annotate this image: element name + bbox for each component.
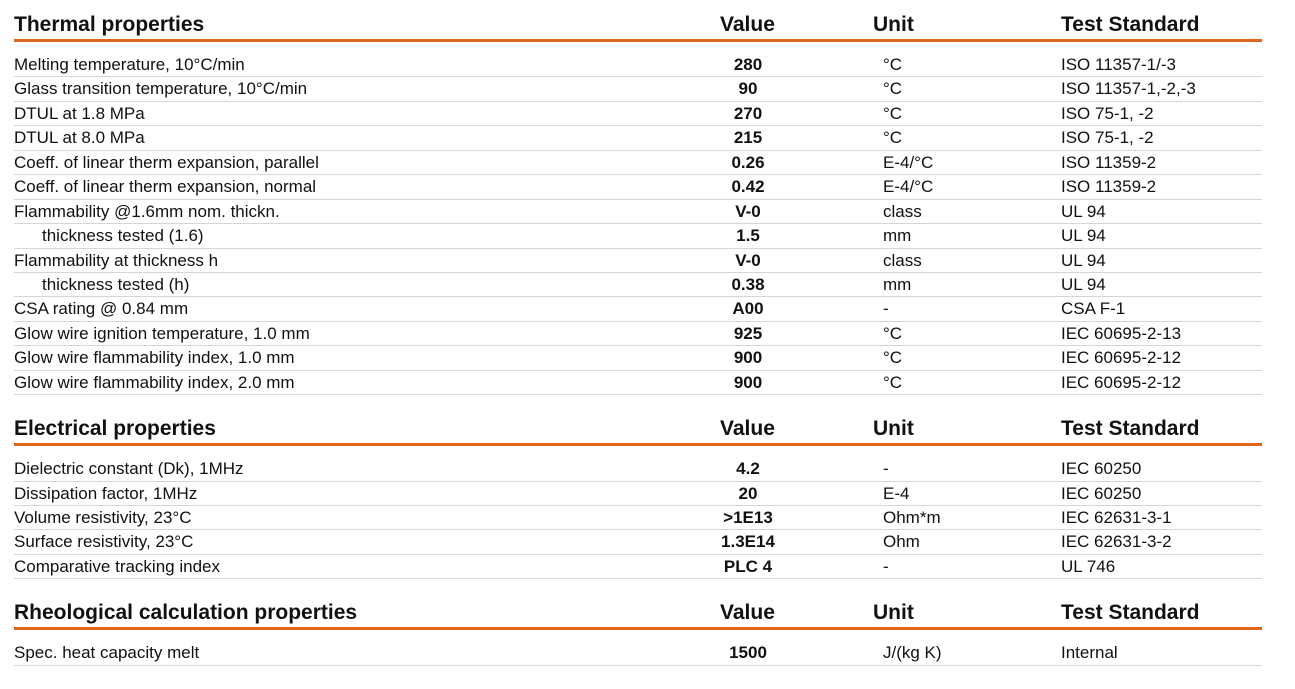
property-unit: class (883, 250, 922, 270)
section-rheological-calculation-properties (14, 588, 1262, 665)
property-name: Flammability at thickness h (14, 250, 219, 270)
property-value: 1500 (729, 643, 767, 663)
test-standard: ISO 75-1, -2 (1061, 128, 1154, 148)
test-standard: ISO 11359-2 (1061, 177, 1157, 197)
property-rows (14, 53, 1262, 395)
table-row (14, 641, 1262, 665)
test-standard: UL 94 (1061, 226, 1106, 246)
section-title: Thermal properties (14, 13, 205, 36)
property-value: 900 (733, 372, 763, 392)
table-row (14, 126, 1262, 150)
table-row (14, 297, 1262, 321)
property-value: 1.5 (736, 226, 760, 246)
test-standard: UL 94 (1061, 274, 1106, 294)
table-row (14, 200, 1262, 224)
property-name: Glass transition temperature, 10°C/min (14, 79, 308, 99)
property-name: Coeff. of linear therm expansion, normal (14, 177, 317, 197)
test-standard: ISO 75-1, -2 (1061, 103, 1154, 123)
property-value: PLC 4 (723, 556, 773, 576)
test-standard: IEC 60250 (1061, 483, 1142, 503)
section-thermal-properties (14, 0, 1262, 395)
property-name: Surface resistivity, 23°C (14, 532, 194, 552)
property-name: DTUL at 1.8 MPa (14, 103, 145, 123)
property-unit: °C (883, 103, 903, 123)
property-value: 270 (733, 103, 763, 123)
property-value: 0.26 (731, 152, 765, 172)
table-row (14, 371, 1262, 395)
column-header-unit: Unit (873, 13, 914, 36)
column-header-unit: Unit (873, 417, 914, 441)
column-header-value: Value (720, 13, 775, 36)
test-standard: ISO 11359-2 (1061, 152, 1157, 172)
table-row (14, 249, 1262, 273)
table-row (14, 175, 1262, 199)
test-standard: IEC 62631-3-2 (1061, 532, 1172, 552)
datasheet (14, 0, 1262, 666)
table-row (14, 322, 1262, 346)
property-unit: °C (883, 323, 903, 343)
test-standard: ISO 11357-1,-2,-3 (1061, 79, 1196, 99)
table-row (14, 506, 1262, 530)
property-value: 0.42 (731, 177, 765, 197)
property-rows (14, 457, 1262, 579)
property-name: Comparative tracking index (14, 556, 220, 576)
property-unit: class (883, 201, 922, 221)
test-standard: IEC 60250 (1061, 459, 1142, 479)
property-value: A00 (732, 299, 764, 319)
table-row (14, 151, 1262, 175)
property-value: V-0 (735, 201, 761, 221)
test-standard: IEC 60695-2-12 (1061, 372, 1182, 392)
property-name: Coeff. of linear therm expansion, parallel (14, 152, 319, 172)
property-value: 20 (738, 483, 758, 503)
section-title: Rheological calculation properties (14, 601, 358, 625)
section-header (14, 0, 1262, 42)
section-electrical-properties (14, 404, 1262, 579)
property-value: 4.2 (736, 459, 760, 479)
property-unit: - (883, 459, 889, 479)
property-name: Dielectric constant (Dk), 1MHz (14, 459, 244, 479)
property-unit: °C (883, 55, 903, 74)
table-row (14, 530, 1262, 554)
column-header-unit: Unit (873, 601, 914, 625)
property-name: thickness tested (1.6) (42, 226, 204, 246)
property-rows (14, 641, 1262, 665)
property-unit: mm (883, 226, 912, 246)
property-name: Glow wire ignition temperature, 1.0 mm (14, 323, 310, 343)
test-standard: IEC 60695-2-12 (1061, 348, 1182, 368)
test-standard: ISO 11357-1/-3 (1061, 55, 1176, 74)
property-value: 0.38 (731, 274, 765, 294)
property-unit: °C (883, 128, 903, 148)
property-name: Volume resistivity, 23°C (14, 508, 192, 527)
property-name: Dissipation factor, 1MHz (14, 483, 198, 503)
table-row (14, 77, 1262, 101)
property-unit: Ohm (883, 532, 920, 552)
property-unit: °C (883, 79, 903, 99)
column-header-test-standard: Test Standard (1061, 13, 1200, 36)
property-unit: J/(kg K) (883, 643, 942, 663)
table-row (14, 555, 1262, 579)
section-title: Electrical properties (14, 417, 216, 441)
test-standard: IEC 60695-2-13 (1061, 323, 1182, 343)
property-value: V-0 (735, 250, 761, 270)
property-name: Glow wire flammability index, 1.0 mm (14, 348, 295, 368)
column-header-value: Value (720, 417, 775, 441)
property-value: 1.3E14 (721, 532, 775, 552)
table-row (14, 346, 1262, 370)
property-unit: - (883, 299, 889, 319)
property-value: 925 (733, 323, 763, 343)
property-name: DTUL at 8.0 MPa (14, 128, 145, 148)
column-header-test-standard: Test Standard (1061, 417, 1200, 441)
test-standard: CSA F-1 (1061, 299, 1126, 319)
test-standard: Internal (1061, 643, 1118, 663)
test-standard: IEC 62631-3-1 (1061, 508, 1172, 527)
column-header-test-standard: Test Standard (1061, 601, 1200, 625)
test-standard: UL 94 (1061, 250, 1106, 270)
property-value: >1E13 (723, 508, 773, 527)
property-value: 280 (733, 55, 763, 74)
section-header (14, 404, 1262, 446)
test-standard: UL 746 (1061, 556, 1116, 576)
table-row (14, 482, 1262, 506)
property-unit: Ohm*m (883, 508, 941, 527)
table-row (14, 53, 1262, 77)
column-header-value: Value (720, 601, 775, 625)
table-row (14, 273, 1262, 297)
property-name: Flammability @1.6mm nom. thickn. (14, 201, 280, 221)
property-unit: E-4/°C (883, 177, 934, 197)
property-unit: E-4 (883, 483, 910, 503)
property-name: Melting temperature, 10°C/min (14, 55, 245, 74)
property-name: Glow wire flammability index, 2.0 mm (14, 372, 295, 392)
property-unit: - (883, 556, 889, 576)
table-row (14, 102, 1262, 126)
property-unit: E-4/°C (883, 152, 934, 172)
property-value: 900 (733, 348, 763, 368)
test-standard: UL 94 (1061, 201, 1106, 221)
property-value: 215 (733, 128, 763, 148)
table-row (14, 224, 1262, 248)
property-unit: mm (883, 274, 912, 294)
property-unit: °C (883, 348, 903, 368)
property-name: CSA rating @ 0.84 mm (14, 299, 189, 319)
property-value: 90 (738, 79, 758, 99)
property-name: thickness tested (h) (42, 274, 190, 294)
section-header (14, 588, 1262, 630)
property-unit: °C (883, 372, 903, 392)
property-name: Spec. heat capacity melt (14, 643, 200, 663)
table-row (14, 457, 1262, 481)
